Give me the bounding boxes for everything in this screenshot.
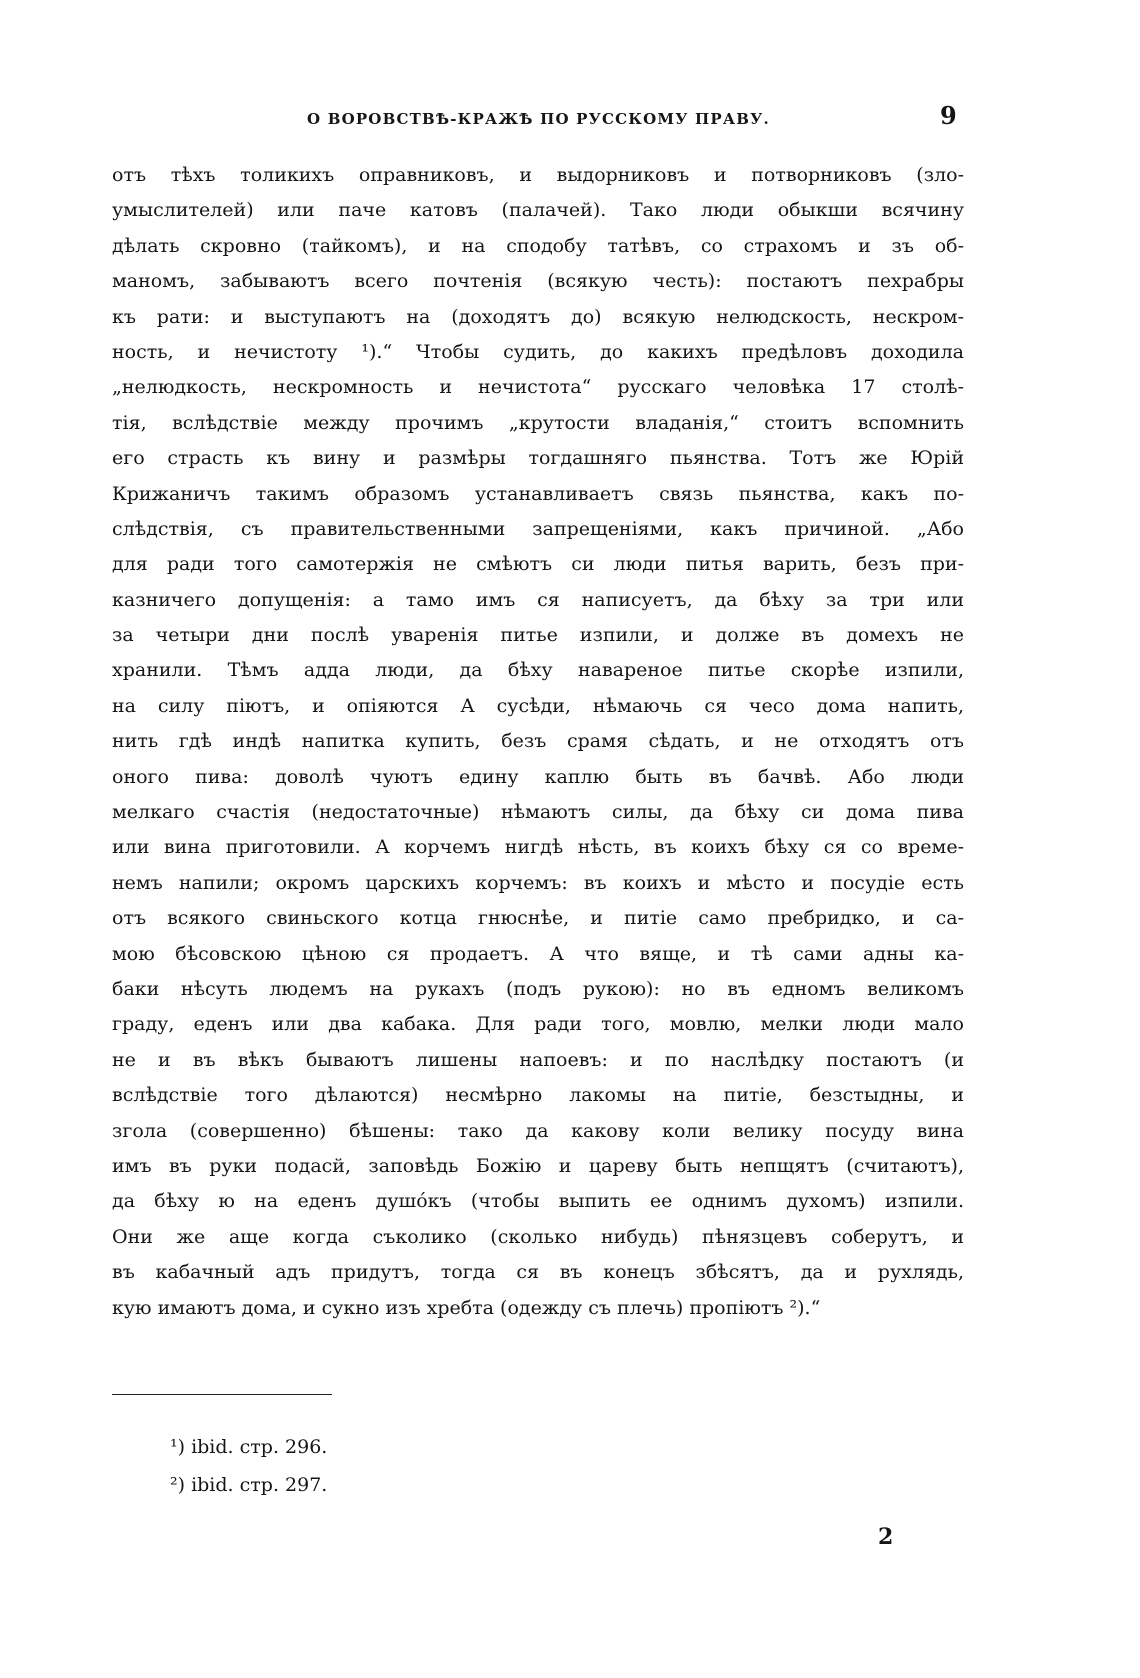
footnote-2: ²) ibid. стр. 297.: [170, 1474, 328, 1496]
text-line: оного пива: доволѣ чуютъ едину каплю быть въ бачвѣ. Або люди: [112, 765, 964, 788]
text-line: умыслителей) или паче катовъ (палачей). Тако люди обыкши всячину: [112, 199, 964, 222]
text-line: Они же аще когда съколико (сколько нибудь) пѣнязцевъ соберутъ, и: [112, 1225, 964, 1248]
text-line: граду, еденъ или два кабака. Для ради того, мовлю, мелки люди мало: [112, 1013, 964, 1036]
text-line: на силу піютъ, и опіяются А сусѣди, нѣмаючь ся чесо дома напить,: [112, 694, 964, 717]
text-line: слѣдствія, съ правительственными запрещеніями, какъ причиной. „Або: [112, 517, 964, 540]
printer-signature-mark: 2: [878, 1524, 894, 1550]
text-line: кую имаютъ дома, и сукно изъ хребта (одежду съ плечь) пропіютъ ²).“: [112, 1296, 821, 1319]
footnote-1: ¹) ibid. стр. 296.: [170, 1436, 328, 1458]
text-line: отъ тѣхъ толикихъ оправниковъ, и выдорниковъ и потворниковъ (зло-: [112, 164, 964, 186]
text-line: ность, и нечистоту ¹).“ Чтобы судить, до какихъ предѣловъ доходила: [112, 340, 964, 363]
text-line: отъ всякого свиньского котца гнюснѣе, и питіе само пребридко, и са-: [112, 907, 964, 930]
text-line: тія, вслѣдствіе между прочимъ „крутости владанія,“ стоитъ вспомнить: [112, 411, 964, 434]
text-line: маномъ, забываютъ всего почтенія (всякую честь): постаютъ пехрабры: [112, 270, 964, 293]
text-line: мелкаго счастія (недостаточные) нѣмаютъ силы, да бѣху си дома пива: [112, 801, 964, 824]
text-line: не и въ вѣкъ бываютъ лишены напоевъ: и по наслѣдку постаютъ (и: [112, 1048, 964, 1071]
text-line: дѣлать скровно (тайкомъ), и на сподобу татѣвъ, со страхомъ и зъ об-: [112, 234, 964, 257]
text-line: „нелюдкость, нескромность и нечистота“ русскаго человѣка 17 столѣ-: [112, 376, 964, 399]
text-line: мою бѣсовскою цѣною ся продаетъ. А что вяще, и тѣ сами адны ка-: [112, 942, 964, 965]
text-line: его страсть къ вину и размѣры тогдашняго пьянства. Тотъ же Юрій: [112, 447, 964, 470]
main-text: [112, 158, 964, 1326]
text-line: имъ въ руки подасй, заповѣдь Божію и цареву быть непщятъ (считаютъ),: [112, 1154, 964, 1177]
text-line: въ кабачный адъ придутъ, тогда ся въ конецъ збѣсятъ, да и рухлядь,: [112, 1261, 964, 1284]
text-line: вслѣдствіе того дѣлаются) несмѣрно лакомы на питіе, безстыдны, и: [112, 1084, 964, 1107]
text-line: немъ напили; окромъ царскихъ корчемъ: въ коихъ и мѣсто и посудіе есть: [112, 871, 964, 894]
running-title: О ВОРОВСТВѢ-КРАЖѢ ПО РУССКОМУ ПРАВУ.: [307, 110, 770, 128]
text-line: Крижаничъ такимъ образомъ устанавливаетъ связь пьянства, какъ по-: [112, 482, 964, 505]
footnote-divider: [112, 1394, 332, 1395]
text-line: баки нѣсуть людемъ на рукахъ (подъ рукою): но въ едномъ великомъ: [112, 977, 964, 1000]
footnotes: [170, 1428, 327, 1504]
text-line: да бѣху ю на еденъ душо́къ (чтобы выпить ее однимъ духомъ) изпили.: [112, 1190, 964, 1213]
page-number: 9: [940, 101, 957, 130]
text-line: за четыри дни послѣ уваренія питье изпили, и долже въ домехъ не: [112, 624, 964, 647]
text-line: згола (совершенно) бѣшены: тако да какову коли велику посуду вина: [112, 1119, 964, 1142]
text-line: хранили. Тѣмъ адда люди, да бѣху навареное питье скорѣе изпили,: [112, 659, 964, 682]
text-line: къ рати: и выступаютъ на (доходятъ до) всякую нелюдскость, нескром-: [112, 305, 964, 328]
text-line: казничего допущенія: а тамо имъ ся написуетъ, да бѣху за три или: [112, 588, 964, 611]
text-line: нить гдѣ индѣ напитка купить, безъ срамя сѣдать, и не отходятъ отъ: [112, 730, 964, 753]
text-line: для ради того самотержія не смѣютъ си люди питья варить, безъ при-: [112, 553, 964, 576]
text-line: или вина приготовили. А корчемъ нигдѣ нѣсть, въ коихъ бѣху ся со време-: [112, 836, 964, 859]
